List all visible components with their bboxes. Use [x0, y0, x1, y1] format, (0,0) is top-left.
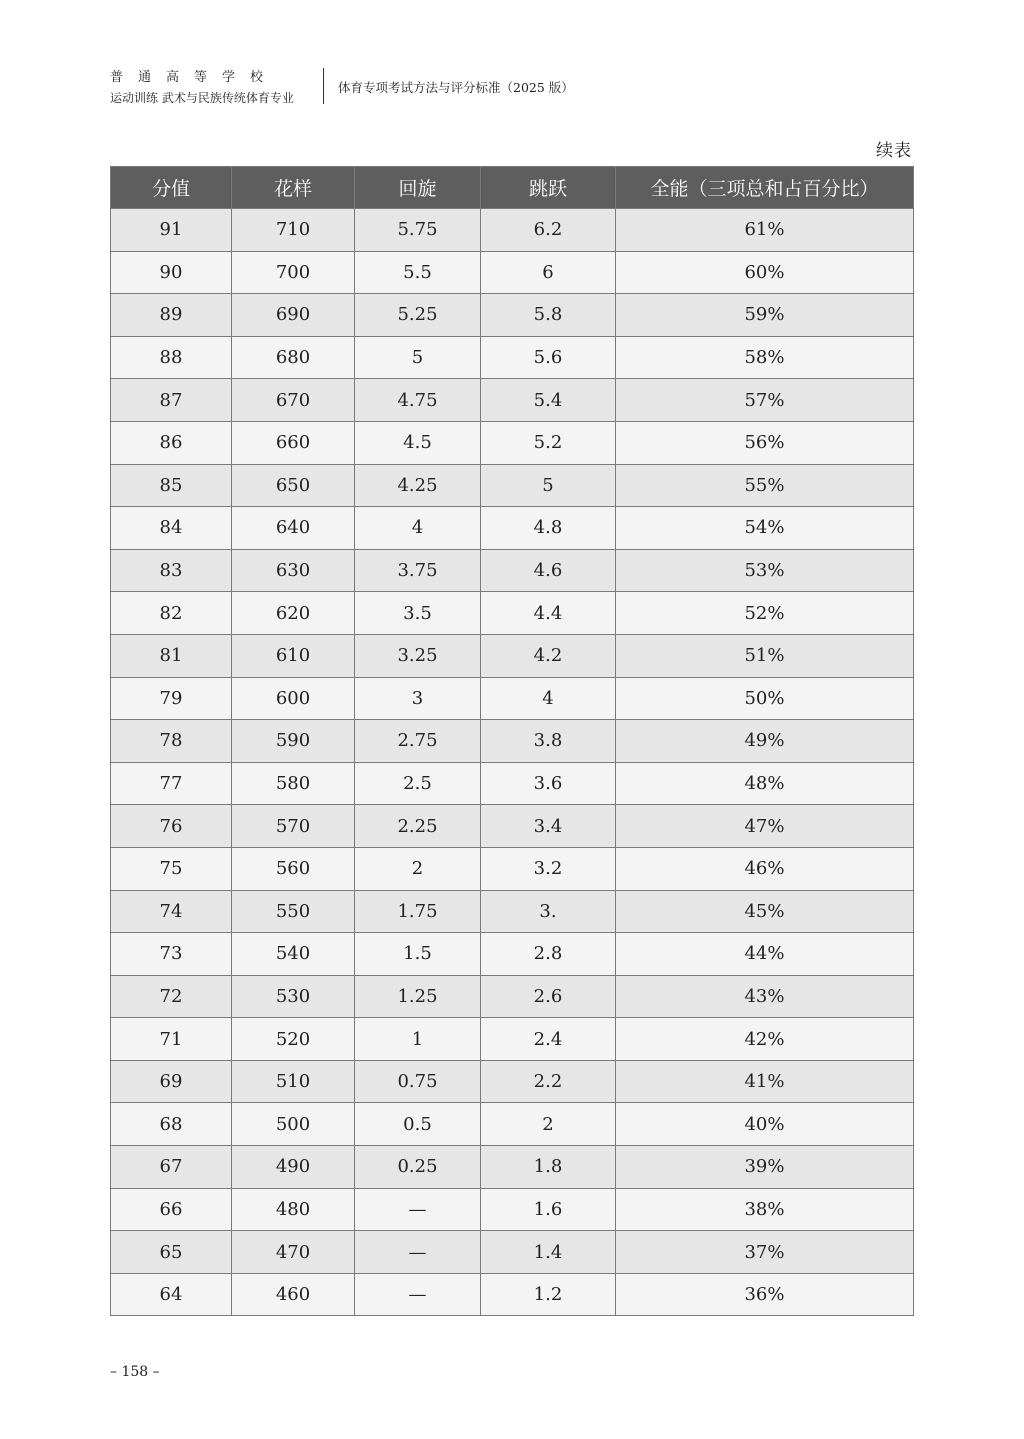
cell-jump: 5.8 [481, 294, 616, 337]
table-row [111, 209, 914, 252]
cell-jump: 6.2 [481, 209, 616, 252]
cell-pattern: 470 [232, 1231, 355, 1274]
cell-all-round: 50% [616, 677, 914, 720]
cell-jump: 4.4 [481, 592, 616, 635]
cell-spin: — [355, 1231, 481, 1274]
cell-jump: 4.6 [481, 549, 616, 592]
column-header-pattern: 花样 [232, 167, 355, 209]
cell-pattern: 460 [232, 1273, 355, 1316]
cell-score: 77 [111, 762, 232, 805]
cell-jump: 5 [481, 464, 616, 507]
continued-label: 续表 [876, 141, 912, 161]
table-row [111, 762, 914, 805]
table-row [111, 1188, 914, 1231]
cell-all-round: 41% [616, 1060, 914, 1103]
cell-score: 81 [111, 634, 232, 677]
cell-jump: 2.4 [481, 1018, 616, 1061]
cell-spin: 3.25 [355, 634, 481, 677]
cell-all-round: 49% [616, 720, 914, 763]
cell-spin: 3 [355, 677, 481, 720]
table-row [111, 379, 914, 422]
cell-jump: 4.2 [481, 634, 616, 677]
table-row [111, 549, 914, 592]
table-row [111, 1103, 914, 1146]
cell-jump: 3.8 [481, 720, 616, 763]
book-title: 体育专项考试方法与评分标准（2025 版） [338, 80, 574, 95]
cell-score: 71 [111, 1018, 232, 1061]
column-header-score: 分值 [111, 167, 232, 209]
cell-spin: — [355, 1273, 481, 1316]
table-row [111, 677, 914, 720]
cell-jump: 3. [481, 890, 616, 933]
table-row [111, 634, 914, 677]
header-divider [323, 68, 324, 104]
cell-spin: 4.5 [355, 421, 481, 464]
cell-score: 64 [111, 1273, 232, 1316]
cell-jump: 1.8 [481, 1146, 616, 1189]
cell-spin: 5 [355, 336, 481, 379]
cell-spin: 5.5 [355, 251, 481, 294]
cell-jump: 2.6 [481, 975, 616, 1018]
table-row [111, 592, 914, 635]
table-row [111, 507, 914, 550]
cell-score: 74 [111, 890, 232, 933]
table-body [111, 209, 914, 1316]
cell-spin: 1.5 [355, 933, 481, 976]
cell-score: 91 [111, 209, 232, 252]
cell-jump: 3.2 [481, 847, 616, 890]
cell-pattern: 650 [232, 464, 355, 507]
table-row [111, 933, 914, 976]
cell-score: 87 [111, 379, 232, 422]
table-row [111, 1273, 914, 1316]
table-row [111, 421, 914, 464]
cell-all-round: 57% [616, 379, 914, 422]
cell-all-round: 40% [616, 1103, 914, 1146]
cell-score: 88 [111, 336, 232, 379]
cell-pattern: 610 [232, 634, 355, 677]
cell-all-round: 38% [616, 1188, 914, 1231]
cell-jump: 5.6 [481, 336, 616, 379]
cell-pattern: 670 [232, 379, 355, 422]
cell-jump: 1.6 [481, 1188, 616, 1231]
cell-spin: 2 [355, 847, 481, 890]
cell-all-round: 45% [616, 890, 914, 933]
table-row [111, 1231, 914, 1274]
cell-all-round: 51% [616, 634, 914, 677]
cell-pattern: 680 [232, 336, 355, 379]
cell-all-round: 46% [616, 847, 914, 890]
cell-score: 73 [111, 933, 232, 976]
series-title [110, 66, 315, 106]
cell-pattern: 510 [232, 1060, 355, 1103]
cell-all-round: 37% [616, 1231, 914, 1274]
cell-score: 85 [111, 464, 232, 507]
cell-pattern: 520 [232, 1018, 355, 1061]
cell-pattern: 660 [232, 421, 355, 464]
cell-pattern: 630 [232, 549, 355, 592]
cell-score: 72 [111, 975, 232, 1018]
cell-all-round: 55% [616, 464, 914, 507]
cell-all-round: 59% [616, 294, 914, 337]
cell-all-round: 60% [616, 251, 914, 294]
cell-all-round: 39% [616, 1146, 914, 1189]
cell-spin: — [355, 1188, 481, 1231]
cell-spin: 0.5 [355, 1103, 481, 1146]
cell-spin: 5.25 [355, 294, 481, 337]
cell-all-round: 56% [616, 421, 914, 464]
table-row [111, 890, 914, 933]
cell-score: 65 [111, 1231, 232, 1274]
cell-jump: 4.8 [481, 507, 616, 550]
cell-spin: 0.25 [355, 1146, 481, 1189]
cell-spin: 4.75 [355, 379, 481, 422]
cell-jump: 1.4 [481, 1231, 616, 1274]
cell-all-round: 58% [616, 336, 914, 379]
cell-spin: 2.75 [355, 720, 481, 763]
cell-all-round: 54% [616, 507, 914, 550]
cell-spin: 4.25 [355, 464, 481, 507]
cell-spin: 3.75 [355, 549, 481, 592]
table-row [111, 1018, 914, 1061]
cell-spin: 1.75 [355, 890, 481, 933]
cell-pattern: 700 [232, 251, 355, 294]
cell-all-round: 44% [616, 933, 914, 976]
cell-score: 68 [111, 1103, 232, 1146]
cell-spin: 5.75 [355, 209, 481, 252]
cell-spin: 3.5 [355, 592, 481, 635]
cell-all-round: 48% [616, 762, 914, 805]
cell-jump: 1.2 [481, 1273, 616, 1316]
cell-jump: 4 [481, 677, 616, 720]
cell-score: 76 [111, 805, 232, 848]
cell-pattern: 530 [232, 975, 355, 1018]
cell-jump: 3.6 [481, 762, 616, 805]
cell-pattern: 560 [232, 847, 355, 890]
cell-pattern: 600 [232, 677, 355, 720]
cell-pattern: 550 [232, 890, 355, 933]
cell-score: 75 [111, 847, 232, 890]
cell-spin: 1 [355, 1018, 481, 1061]
cell-spin: 0.75 [355, 1060, 481, 1103]
cell-pattern: 500 [232, 1103, 355, 1146]
table-row [111, 1060, 914, 1103]
cell-score: 67 [111, 1146, 232, 1189]
column-header-all-round: 全能（三项总和占百分比） [616, 167, 914, 209]
cell-score: 78 [111, 720, 232, 763]
cell-spin: 1.25 [355, 975, 481, 1018]
cell-pattern: 710 [232, 209, 355, 252]
cell-pattern: 620 [232, 592, 355, 635]
cell-score: 69 [111, 1060, 232, 1103]
table-row [111, 1146, 914, 1189]
table-row [111, 336, 914, 379]
page-number: – 158 – [110, 1364, 160, 1380]
cell-jump: 2.8 [481, 933, 616, 976]
cell-score: 79 [111, 677, 232, 720]
table-row [111, 294, 914, 337]
cell-jump: 6 [481, 251, 616, 294]
table-row [111, 720, 914, 763]
cell-pattern: 490 [232, 1146, 355, 1189]
cell-pattern: 580 [232, 762, 355, 805]
series-title-line2: 运动训练 武术与民族传统体育专业 [110, 91, 294, 105]
cell-jump: 2 [481, 1103, 616, 1146]
cell-all-round: 61% [616, 209, 914, 252]
cell-all-round: 43% [616, 975, 914, 1018]
cell-jump: 5.4 [481, 379, 616, 422]
cell-score: 90 [111, 251, 232, 294]
table-row [111, 975, 914, 1018]
cell-score: 89 [111, 294, 232, 337]
cell-pattern: 690 [232, 294, 355, 337]
table-header-row [111, 167, 914, 209]
cell-spin: 2.5 [355, 762, 481, 805]
cell-all-round: 53% [616, 549, 914, 592]
cell-pattern: 540 [232, 933, 355, 976]
column-header-jump: 跳跃 [481, 167, 616, 209]
cell-pattern: 590 [232, 720, 355, 763]
cell-score: 83 [111, 549, 232, 592]
cell-score: 86 [111, 421, 232, 464]
cell-jump: 2.2 [481, 1060, 616, 1103]
series-title-line1: 普通高等学校 [110, 70, 279, 85]
cell-score: 66 [111, 1188, 232, 1231]
cell-all-round: 36% [616, 1273, 914, 1316]
cell-spin: 4 [355, 507, 481, 550]
cell-all-round: 47% [616, 805, 914, 848]
cell-pattern: 480 [232, 1188, 355, 1231]
table-row [111, 464, 914, 507]
column-header-spin: 回旋 [355, 167, 481, 209]
cell-jump: 5.2 [481, 421, 616, 464]
table-row [111, 251, 914, 294]
cell-all-round: 52% [616, 592, 914, 635]
table-row [111, 805, 914, 848]
cell-pattern: 640 [232, 507, 355, 550]
score-table [110, 166, 914, 1316]
cell-score: 82 [111, 592, 232, 635]
table-row [111, 847, 914, 890]
cell-spin: 2.25 [355, 805, 481, 848]
cell-pattern: 570 [232, 805, 355, 848]
cell-score: 84 [111, 507, 232, 550]
cell-all-round: 42% [616, 1018, 914, 1061]
cell-jump: 3.4 [481, 805, 616, 848]
